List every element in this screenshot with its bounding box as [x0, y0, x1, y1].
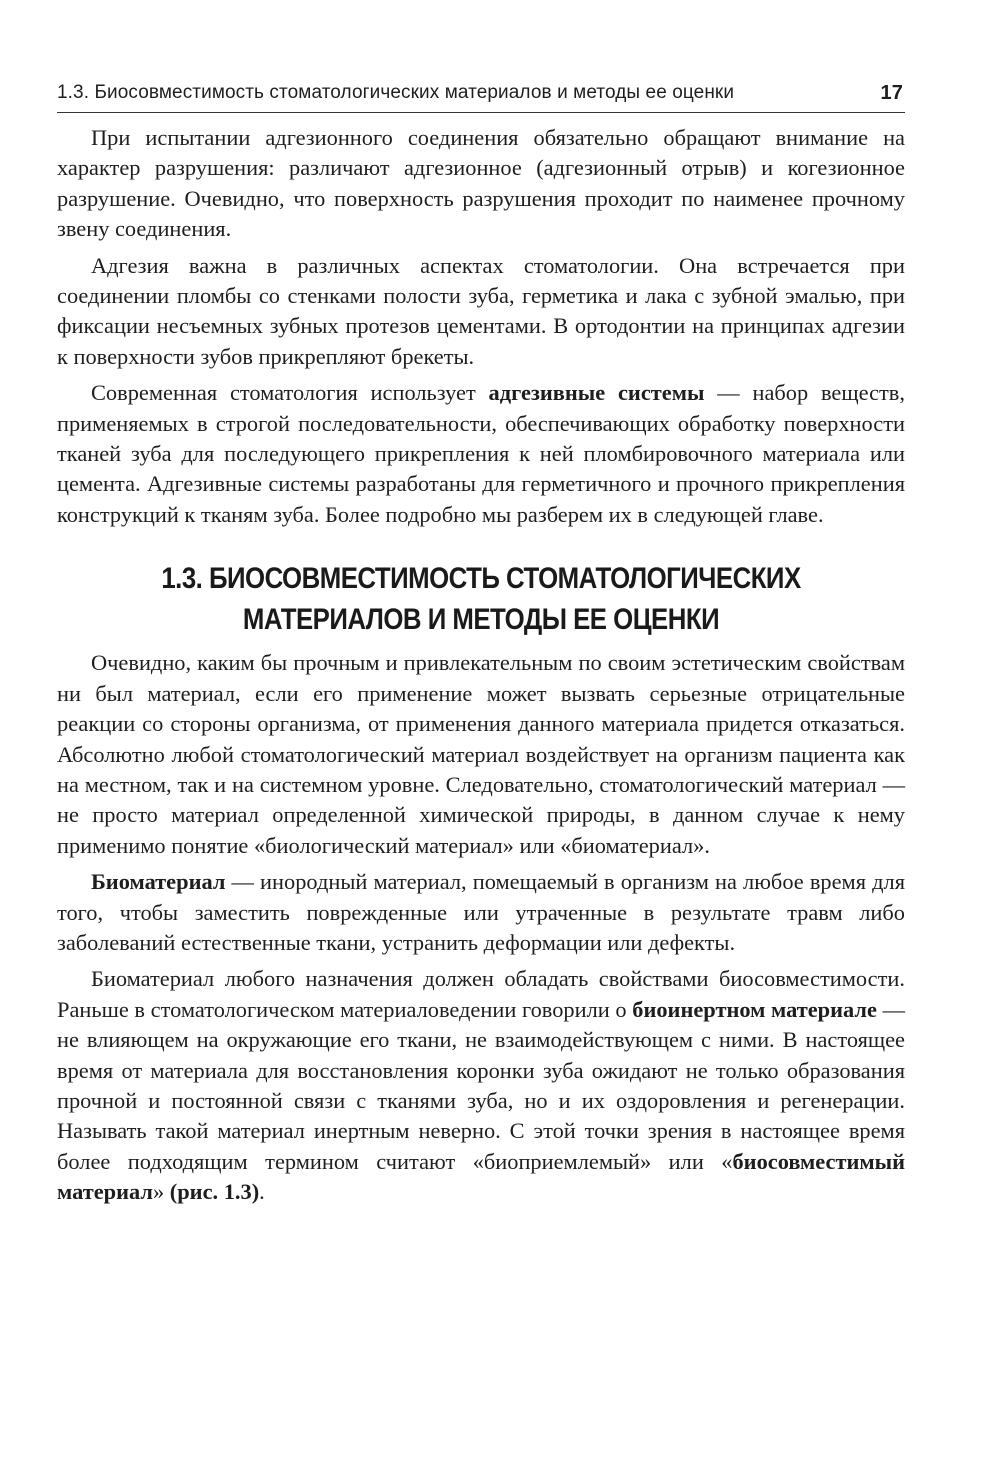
paragraph-5	[57, 867, 905, 958]
body-text	[57, 123, 905, 1208]
p6-text-middle: — не влияющем на окружающие его ткани, не взаимодействующем с ними. В настоящее время от материала для восстановления коронки зуба ожидают не только образования прочной и постоянной связи с тканями зуба, но и их оздоровления и регенерации. Называть такой материал инертным неверно. С этой точки зрения в настоящее время более подходящим термином считают «биоприемлемый» или «	[57, 996, 905, 1174]
term-biomaterial: Биоматериал	[91, 869, 226, 895]
paragraph-6	[57, 964, 905, 1207]
p3-text-before: Современная стоматология использует	[91, 380, 489, 406]
running-header	[57, 80, 905, 113]
running-title: 1.3. Биосовместимость стоматологических материалов и методы ее оценки	[57, 82, 735, 103]
p3-text-after: — набор веществ, применяемых в строгой последовательности, обеспечивающих обработку поверхности тканей зуба для последующего прикрепления к ней пломбировочного материала или цемента. Адгезивные системы разработаны для герметичного и прочного прикрепления конструкций к тканям зуба. Более подробно мы разберем их в следующей главе.	[57, 380, 905, 527]
p6-quote-close: »	[152, 1179, 170, 1205]
p6-text-before: Биоматериал любого назначения должен обладать свойствами биосовместимости. Раньше в стоматологическом материаловедении говорили о	[57, 966, 905, 1022]
paragraph-3	[57, 378, 905, 530]
paragraph-1: При испытании адгезионного соединения обязательно обращают внимание на характер разрушения: различают адгезионное (адгезионный отрыв) и когезионное разрушение. Очевидно, что поверхность разрушения проходит по наименее прочному звену соединения.	[57, 125, 905, 242]
page-number: 17	[880, 82, 903, 104]
paragraph-2: Адгезия важна в различных аспектах стоматологии. Она встречается при соединении пломбы со стенками полости зуба, герметика и лака с зубной эмалью, при фиксации несъемных зубных протезов цементами. В ортодонтии на принципах адгезии к поверхности зубов прикрепляют брекеты.	[57, 252, 905, 369]
section-heading	[116, 558, 845, 640]
figure-reference: (рис. 1.3)	[169, 1179, 260, 1205]
section-heading-line-2: МАТЕРИАЛОВ И МЕТОДЫ ЕЕ ОЦЕНКИ	[242, 603, 720, 637]
term-bioinert-material: биоинертном материале	[632, 996, 877, 1022]
term-adhesive-systems: адгезивные системы	[488, 380, 705, 406]
book-page	[57, 80, 905, 1214]
p5-text-after: — инородный материал, помещаемый в организм на любое время для того, чтобы заместить поврежденные или утраченные в результате травм либо заболеваний естественные ткани, устранить деформации или дефекты.	[57, 869, 905, 955]
term-biocompatible-material: биосовместимый материал	[57, 1148, 905, 1205]
paragraph-4: Очевидно, каким бы прочным и привлекательным по своим эстетическим свойствам ни был материал, если его применение может вызвать серьезные отрицательные реакции со стороны организма, от применения данного материала придется отказаться. Абсолютно любой стоматологический материал воздействует на организм пациента как на местном, так и на системном уровне. Следовательно, стоматологический материал — не просто материал определенной химической природы, в данном случае к нему применимо понятие «биологический материал» или «биоматериал».	[57, 650, 905, 858]
section-heading-line-1: 1.3. БИОСОВМЕСТИМОСТЬ СТОМАТОЛОГИЧЕСКИХ	[161, 562, 801, 596]
p6-text-end: .	[259, 1179, 265, 1205]
